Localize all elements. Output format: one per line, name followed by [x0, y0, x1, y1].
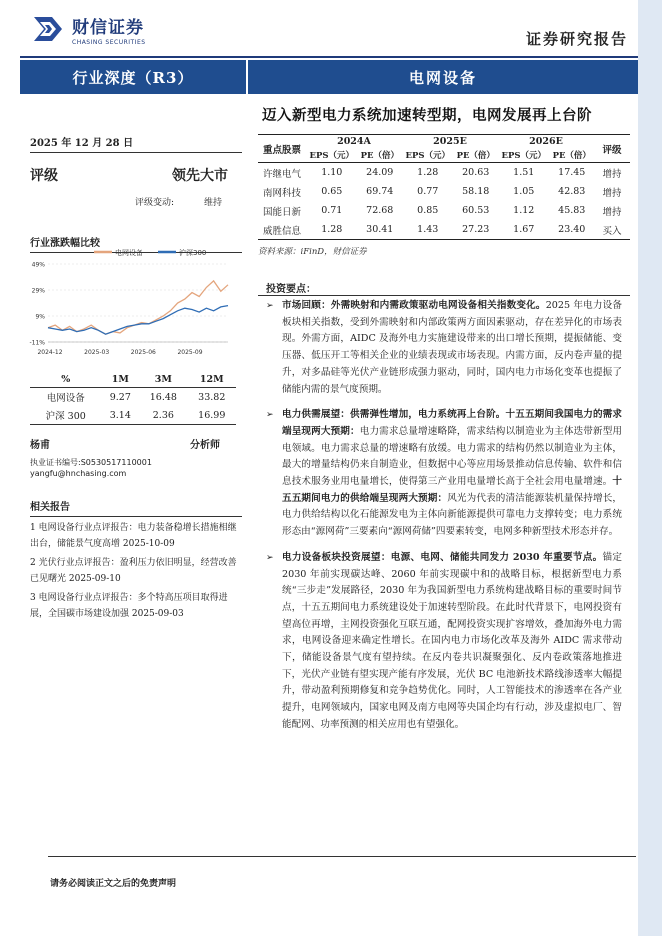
table-row	[258, 201, 630, 220]
stock-rating: 增持	[602, 187, 622, 199]
industry-name: 电网设备	[408, 68, 477, 87]
date-divider	[30, 152, 242, 153]
investment-point	[266, 298, 622, 398]
perf-cell: 2.36	[139, 406, 187, 425]
stocks-rating-header: 评级	[594, 135, 630, 163]
point-heading: 市场回顾：外需映射和内需政策驱动电网设备相关指数变化。	[282, 300, 546, 311]
related-reports	[30, 498, 242, 622]
stock-rating: 增持	[602, 206, 622, 218]
stock-cell: 1.12	[513, 205, 535, 216]
stock-cell: 0.77	[417, 186, 439, 197]
stock-rating: 增持	[602, 168, 622, 180]
stock-cell: 0.71	[321, 205, 343, 216]
perf-table	[30, 372, 236, 425]
index-performance-chart	[24, 242, 236, 360]
stock-cell: 24.09	[366, 167, 394, 178]
y-tick-label: 9%	[35, 313, 45, 321]
legend-label: 沪深300	[179, 249, 207, 257]
metric-header: PE（倍）	[358, 148, 402, 163]
stock-cell: 1.05	[513, 186, 535, 197]
legend-label: 电网设备	[115, 249, 143, 257]
analyst-email[interactable]: yangfu@hnchasing.com	[30, 469, 127, 478]
year-header: 2024A	[306, 135, 402, 149]
stock-cell: 30.41	[358, 220, 402, 240]
stock-cell: 1.43	[402, 220, 454, 240]
metric-header: EPS（元）	[498, 148, 550, 163]
related-report-item[interactable]: 2 光伏行业点评报告：盈利压力依旧明显，经营改善已见曙光 2025-09-10	[30, 558, 237, 584]
perf-header: 12M	[188, 372, 236, 388]
report-category: 行业深度（R3）	[20, 60, 248, 94]
table-row	[30, 388, 236, 407]
footer-divider	[48, 856, 636, 857]
perf-header: %	[30, 372, 101, 388]
year-header: 2025E	[402, 135, 498, 149]
investment-points	[266, 298, 622, 743]
analyst-cert: 执业证书编号:S0530517110001	[30, 458, 152, 467]
perf-cell: 9.27	[109, 391, 131, 403]
investment-point	[266, 407, 622, 541]
x-tick-label: 2025-06	[130, 349, 156, 356]
stock-cell: 72.68	[366, 205, 394, 216]
logo-mark-icon	[32, 13, 66, 45]
key-stocks-table	[258, 134, 630, 240]
table-source: 资料来源：iFinD，财信证券	[258, 247, 367, 257]
stock-name: 国能日新	[262, 206, 301, 218]
related-divider	[30, 516, 242, 517]
related-title: 相关报告	[30, 502, 70, 513]
metric-header: EPS（元）	[402, 148, 454, 163]
y-tick-label: -11%	[29, 339, 45, 347]
point-subheading: 十五五期间电力的供给端呈现两大预期：	[282, 476, 622, 504]
perf-cell: 3.14	[101, 406, 139, 425]
related-report-item[interactable]: 3 电网设备行业点评报告：多个特高压项目取得进展，全国碳市场建设加强 2025-09-03	[30, 593, 228, 619]
point-text: 锚定 2030 年前实现碳达峰、2060 年前实现碳中和的战略目标，根据新型电力系统“三步走”发展路径，2030 年为我国新型电力系统构建战略目标的重要时间节点，十五五期间电力系统建设处于加速转型阶段。在此时代背景下，电网投资有望高位再增，主网投资强化互联互通，配网投资实现扩容增效，叠加海外电力需求，电网设备迎来确定性增长。在国内电力市场化改革及海外 AIDC 需求带动下，储能设备景气度有望持续。在反内卷共识凝聚强化、反内卷政策落地推进下，光伏产业链有望实现产能有序发展，光伏 BC 电池新技术路线渗透率大幅提升，带动盈利预期修复和竞争趋势优化。同时，人工智能技术的渗透率在各产业提升，电网领域内，国家电网及南方电网等央国企均有行动，涉及虚拟电厂、智能配网、功率预测的相关应用也有望强化。	[282, 551, 622, 730]
perf-cell: 16.48	[149, 391, 177, 403]
category-banner	[20, 60, 638, 94]
stock-cell: 17.45	[558, 167, 586, 178]
y-tick-label: 49%	[31, 261, 45, 269]
right-decor-strip	[638, 0, 662, 936]
analyst-name: 杨甫	[30, 440, 50, 451]
stock-name: 威胜信息	[258, 220, 306, 240]
report-title: 迈入新型电力系统加速转型期，电网发展再上台阶	[262, 107, 592, 124]
stock-cell: 20.63	[462, 167, 490, 178]
stock-cell: 27.23	[454, 220, 498, 240]
stock-cell: 0.65	[321, 186, 343, 197]
point-heading: 电力设备板块投资展望：电源、电网、储能共同发力 2030 年重要节点。	[282, 551, 603, 563]
stock-cell: 1.10	[321, 167, 343, 178]
stock-cell: 58.18	[462, 186, 490, 197]
stock-cell: 45.83	[558, 205, 586, 216]
stock-cell: 1.28	[417, 167, 439, 178]
brand-name-en: CHASING SECURITIES	[72, 38, 146, 46]
stock-rating: 买入	[594, 220, 630, 240]
perf-cell: 33.82	[198, 391, 226, 403]
investment-point	[266, 550, 622, 734]
rating-change-label: 评级变动:	[134, 198, 174, 208]
stocks-key-header: 重点股票	[258, 135, 306, 163]
point-heading: 电力供需展望：供需弹性增加，电力系统再上台阶。十五五期间我国电力的需求端呈现两大预期：	[282, 409, 622, 437]
x-tick-label: 2024-12	[37, 349, 63, 356]
stock-cell: 1.51	[513, 167, 535, 178]
stock-cell: 1.28	[306, 220, 358, 240]
table-row	[258, 182, 630, 201]
disclaimer-note[interactable]: 请务必阅读正文之后的免责声明	[50, 879, 177, 889]
analyst-block	[30, 436, 236, 479]
chart-svg	[24, 242, 236, 360]
header-divider	[20, 56, 638, 58]
year-header: 2026E	[498, 135, 594, 149]
analyst-role: 分析师	[190, 440, 220, 451]
x-tick-label: 2025-03	[84, 349, 110, 356]
point-text: 风光为代表的清洁能源装机量保持增长，电力供给结构以化石能源发电为主体向新能源提供可靠电力支撑转变；电力系统形态由“源网荷”三要素向“源网荷储”四要素转变，电网多种新型技术形态并存。	[282, 492, 622, 538]
left-sidebar	[30, 134, 242, 253]
related-report-item[interactable]: 1 电网设备行业点评报告：电力装备稳增长措施相继出台，储能景气度高增 2025-10-09	[30, 523, 237, 549]
rating-change-value: 维持	[203, 198, 222, 208]
perf-cell: 沪深 300	[30, 406, 101, 425]
y-tick-label: 29%	[31, 287, 45, 295]
perf-header: 3M	[139, 372, 187, 388]
stock-cell: 23.40	[550, 220, 594, 240]
bullet-icon: ➢	[266, 410, 274, 421]
table-row	[258, 220, 630, 240]
stock-cell: 69.74	[366, 186, 394, 197]
point-text: 电力需求总量增速略降，需求结构以制造业为主体迭带新型用电领域。电力需求总量的增速略有放缓。电力需求的结构仍然以制造业为主体，最大的增量结构仍来自制造业，但数据中心等应用场景推动信息传输、软件和信息技术服务业用电量增长，使得第三产业用电量增长高于全社会用电量增速。	[282, 425, 623, 488]
stock-cell: 42.83	[558, 186, 586, 197]
x-tick-label: 2025-09	[177, 349, 203, 356]
report-date: 2025 年 12 月 28 日	[30, 138, 134, 149]
bullet-icon: ➢	[266, 301, 274, 311]
perf-header: 1M	[101, 372, 139, 388]
points-divider	[258, 295, 630, 296]
stock-cell: 60.53	[462, 205, 490, 216]
metric-header: EPS（元）	[306, 148, 358, 163]
stock-cell: 1.67	[498, 220, 550, 240]
table-row	[258, 163, 630, 183]
brand-logo	[32, 12, 156, 46]
stock-cell: 0.85	[417, 205, 439, 216]
bullet-icon: ➢	[266, 552, 274, 563]
brand-name: 财信证券	[72, 17, 144, 38]
points-title: 投资要点：	[266, 284, 316, 295]
point-text: 2025 年电力设备板块相关指数，受到外需映射和内部政策两方面因素驱动，存在差异化的市场表现。外需方面，AIDC 及海外电力实施建设带来的出口增长预期，提振储能、变压器、低压开工等相关企业的业绩表现或市场表现。内需方面，反内卷声量的提升，对多晶硅等光伏产业链形成强力驱动，同时，国内电力市场化变革也提振了储能内需的景气度预期。	[282, 300, 623, 395]
perf-cell: 电网设备	[46, 393, 85, 404]
perf-cell: 16.99	[188, 406, 236, 425]
report-type: 证券研究报告	[525, 30, 628, 48]
rating-value: 领先大市	[172, 168, 228, 184]
perf-compare-title: 行业涨跌幅比较	[30, 238, 100, 249]
series-line	[48, 281, 228, 334]
table-row	[30, 406, 236, 425]
rating-label: 评级	[30, 168, 58, 184]
metric-header: PE（倍）	[550, 148, 594, 163]
metric-header: PE（倍）	[454, 148, 498, 163]
stock-name: 南网科技	[262, 187, 301, 199]
stock-name: 许继电气	[262, 168, 301, 180]
key-stocks	[258, 134, 630, 257]
